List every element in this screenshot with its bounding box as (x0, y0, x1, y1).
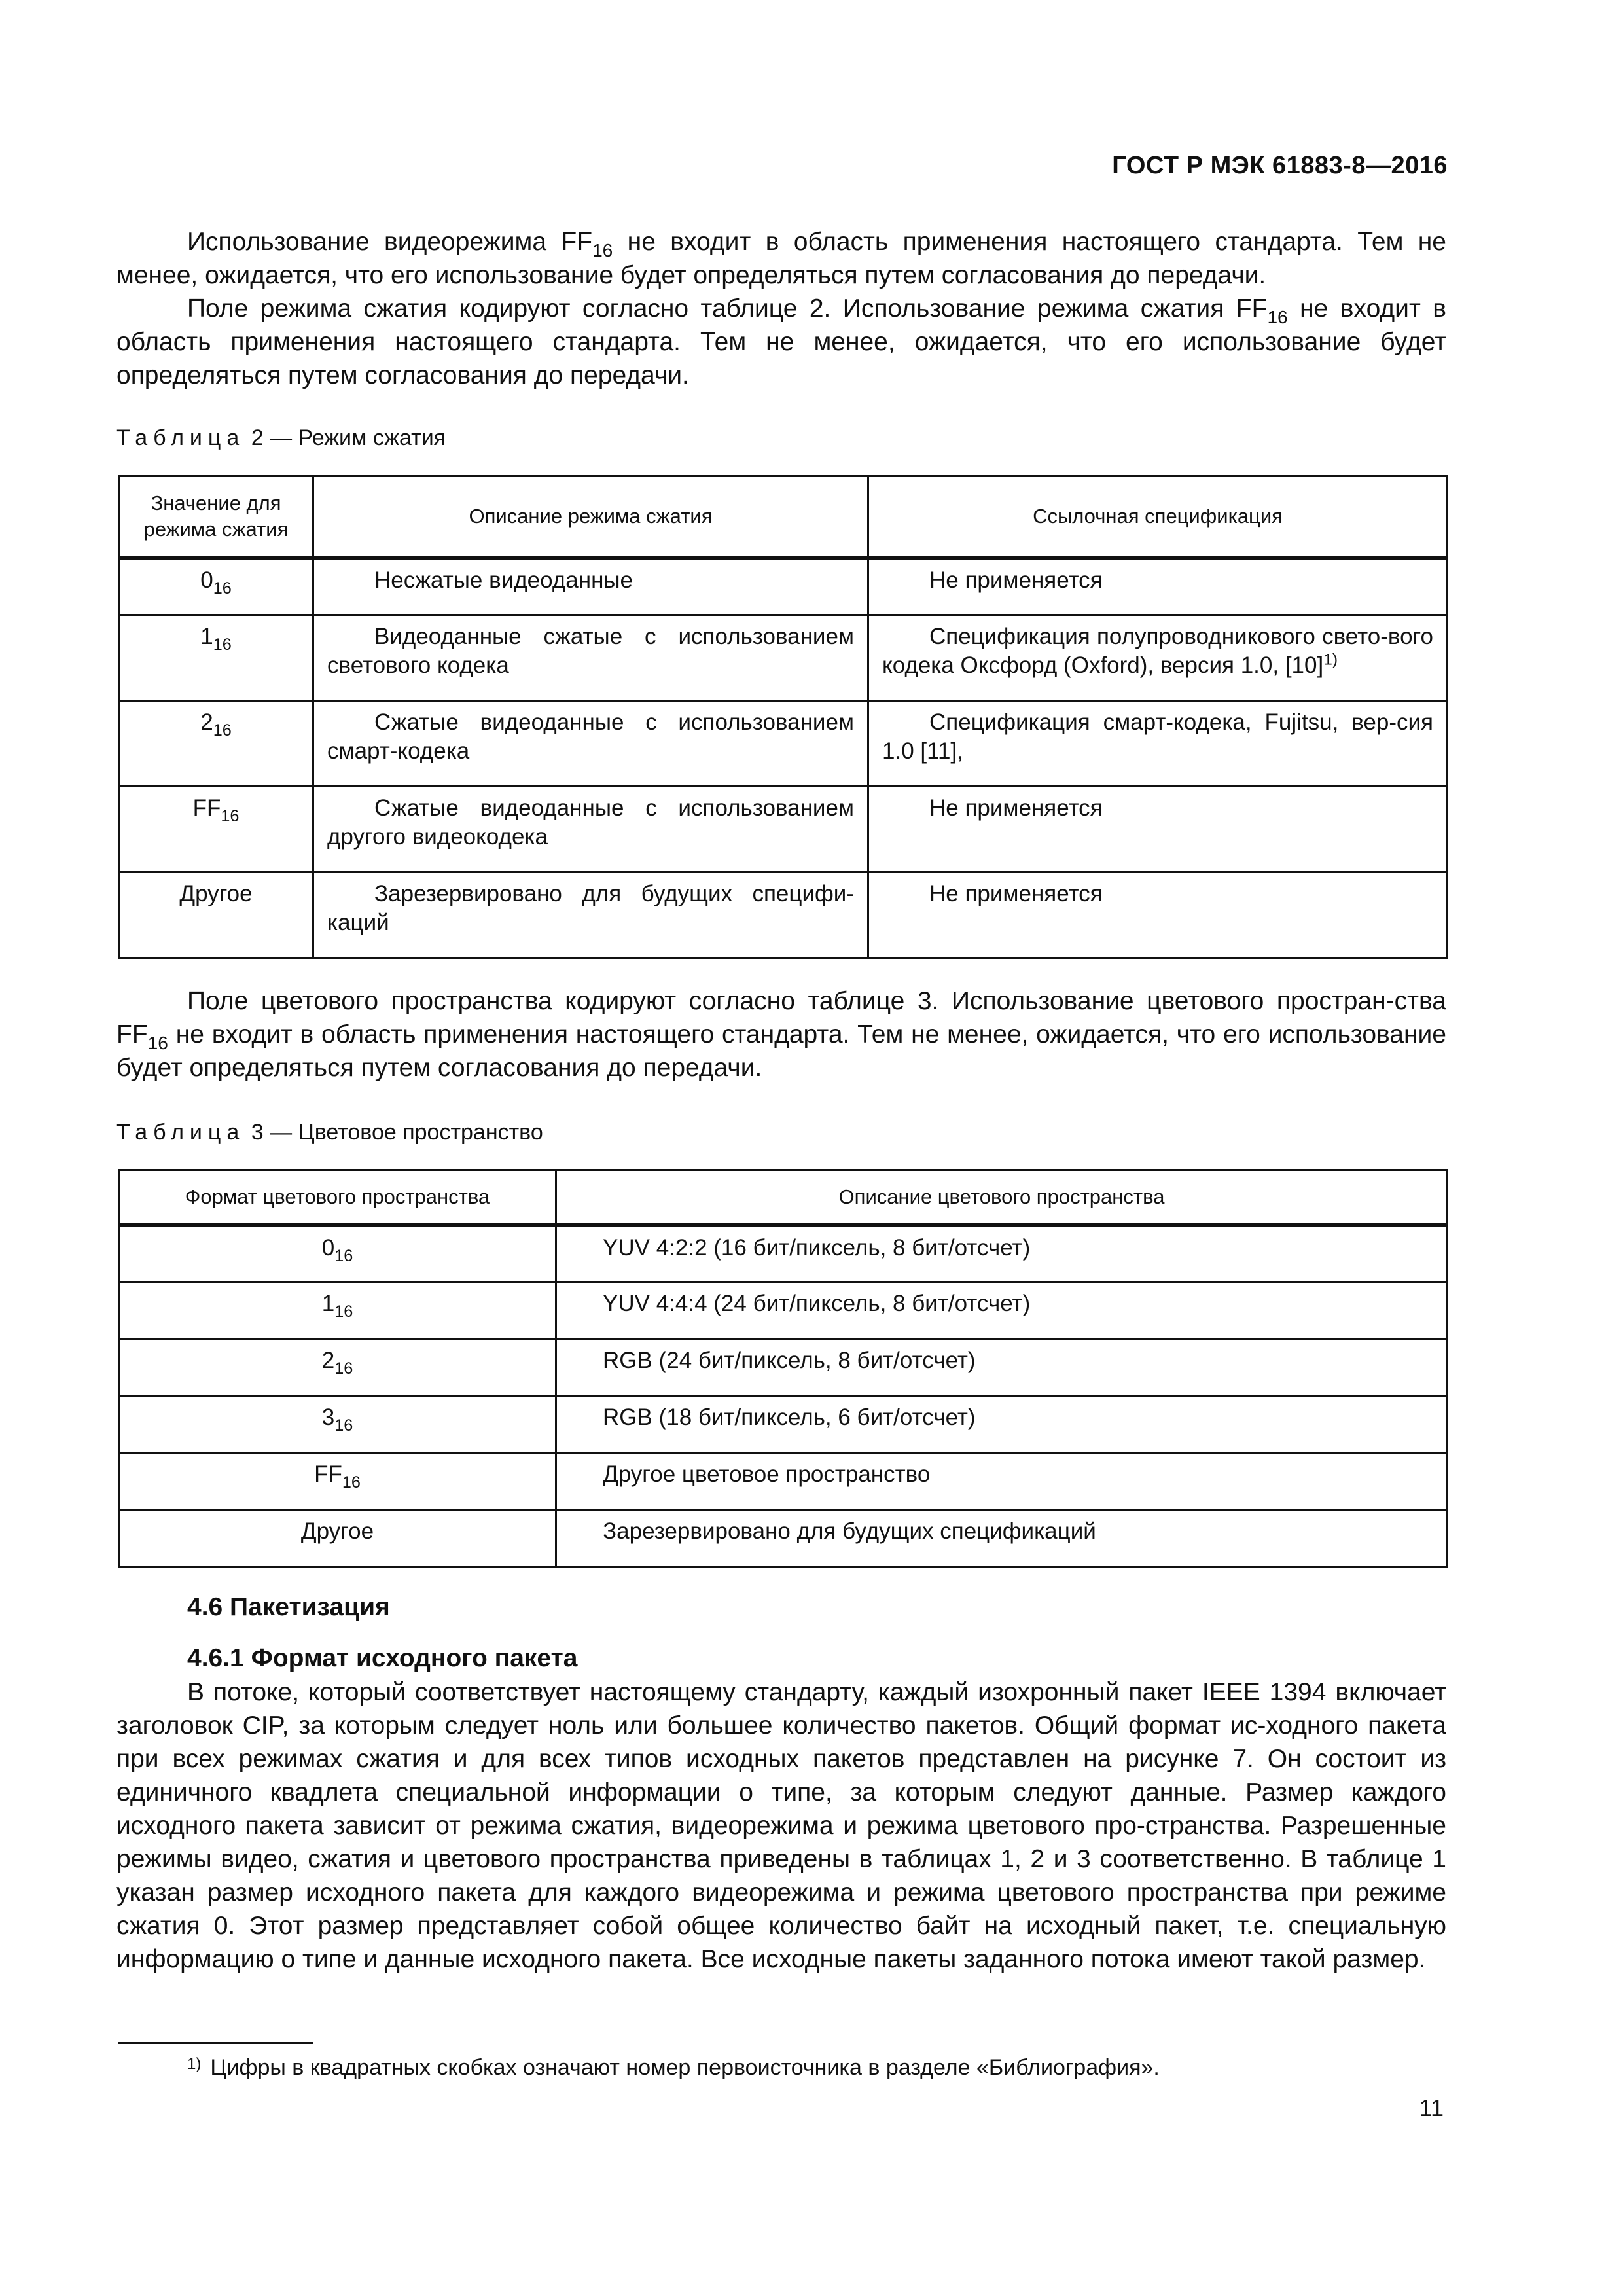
footnote-divider (118, 2042, 313, 2044)
table3-cell-format: $1_{16}$ (119, 1282, 556, 1339)
table2-cell-description: Видеоданные сжатые с использованием светового кодека (313, 615, 868, 701)
table3-cell-description: YUV 4:2:2 (16 бит/пиксель, 8 бит/отсчет) (556, 1225, 1448, 1282)
table2-cell-value: $0_{16}$ (119, 558, 313, 615)
footnote-mark: 1) (187, 2055, 202, 2073)
table3-cell-description: Зарезервировано для будущих спецификаций (556, 1510, 1448, 1567)
footnote (187, 2055, 1160, 2081)
table3-cell-description: RGB (18 бит/пиксель, 6 бит/отсчет) (556, 1396, 1448, 1453)
table3-caption-label: Таблица (116, 1120, 245, 1145)
table3-cell-format: $3_{16}$ (119, 1396, 556, 1453)
intro-p1-text-b: не входит в область применения настоящего стандарта. Тем не менее, ожидается, что его использование будет определяться путем согласования до передачи. (116, 228, 1446, 289)
table3-cell-description: YUV 4:4:4 (24 бит/пиксель, 8 бит/отсчет) (556, 1282, 1448, 1339)
table-row (119, 1339, 1448, 1396)
table2-cell-reference: Спецификация полупроводникового свето-вого кодека Оксфорд (Oxford), версия 1.0, $[10]^{1)}$ (868, 615, 1448, 701)
table2-cell-reference: Не применяется (868, 787, 1448, 872)
table2-caption-label: Таблица (116, 425, 245, 450)
table-row (119, 787, 1448, 872)
table-row (119, 1453, 1448, 1510)
section-heading-4-6: 4.6 Пакетизация (187, 1593, 390, 1621)
color-space-table (118, 1169, 1448, 1568)
intro-paragraph-2 (116, 292, 1446, 392)
table2-caption (116, 425, 446, 451)
table2-header-description: Описание режима сжатия (313, 476, 868, 558)
section-heading-4-6-1: 4.6.1 Формат исходного пакета (187, 1644, 578, 1672)
intro-p1-subscript: 16 (592, 240, 613, 260)
mid-text-b: не входит в область применения настоящего стандарта. Тем не менее, ожидается, что его использование будет определяться путем согласования до передачи. (116, 1020, 1446, 1082)
page-number: 11 (1419, 2094, 1444, 2121)
intro-paragraph-1 (116, 225, 1446, 292)
table3-cell-format: $0_{16}$ (119, 1225, 556, 1282)
table-row (119, 1282, 1448, 1339)
table2-cell-reference: Спецификация смарт-кодека, Fujitsu, вер-сия 1.0 [11], (868, 701, 1448, 787)
table3-cell-format: $FF_{16}$ (119, 1453, 556, 1510)
table2-cell-reference: Не применяется (868, 872, 1448, 958)
table2-cell-description: Сжатые видеоданные с использованием смарт-кодека (313, 701, 868, 787)
intro-p2-text-a: Поле режима сжатия кодируют согласно таблице 2. Использование режима сжатия FF (187, 295, 1268, 323)
table2-cell-description: Сжатые видеоданные с использованием другого видеокодека (313, 787, 868, 872)
colorspace-paragraph (116, 984, 1446, 1085)
table2-cell-description: Зарезервировано для будущих специфи-каций (313, 872, 868, 958)
intro-p1-text-a: Использование видеорежима FF (187, 228, 593, 256)
table3-cell-format: $2_{16}$ (119, 1339, 556, 1396)
table-row (119, 1396, 1448, 1453)
table3-cell-format: Другое (119, 1510, 556, 1567)
table3-cell-description: Другое цветовое пространство (556, 1453, 1448, 1510)
document-header: ГОСТ Р МЭК 61883-8—2016 (1112, 152, 1448, 179)
footnote-text: Цифры в квадратных скобках означают номер первоисточника в разделе «Библиография». (210, 2055, 1160, 2080)
mid-text-a: Поле цветового пространства кодируют согласно таблице 3. Использование цветового простран-ства FF (116, 987, 1446, 1049)
section-body-paragraph (116, 1676, 1446, 1976)
table3-header-description: Описание цветового пространства (556, 1170, 1448, 1225)
table-row (119, 1510, 1448, 1567)
mid-subscript: 16 (147, 1032, 168, 1053)
section-body-text: В потоке, который соответствует настоящему стандарту, каждый изохронный пакет IEEE 1394 включает заголовок CIP, за которым следует ноль или большее количество пакетов. Общий формат ис-ходного пакета при всех режимах сжатия и для всех типов исходных пакетов представлен на рисунке 7. Он состоит из единичного квадлета специальной информации о типе, за которым следуют данные. Размер каждого исходного пакета зависит от режима сжатия, видеорежима и режима цветового про-странства. Разрешенные режимы видео, сжатия и цветового пространства приведены в таблицах 1, 2 и 3 соответственно. В таблице 1 указан размер исходного пакета для каждого видеорежима и режима цветового пространства при режиме сжатия 0. Этот размер представляет собой общее количество байт на исходный пакет, т.е. специальную информацию о типе и данные исходного пакета. Все исходные пакеты заданного потока имеют такой размер. (116, 1678, 1446, 1973)
table3-cell-description: RGB (24 бит/пиксель, 8 бит/отсчет) (556, 1339, 1448, 1396)
table2-cell-value: $2_{16}$ (119, 701, 313, 787)
table-row (119, 1225, 1448, 1282)
table3-caption (116, 1120, 543, 1145)
intro-p2-subscript: 16 (1267, 306, 1288, 327)
table3-header-format: Формат цветового пространства (119, 1170, 556, 1225)
table2-header-reference: Ссылочная спецификация (868, 476, 1448, 558)
table2-cell-value: $FF_{16}$ (119, 787, 313, 872)
table2-header-value: Значение для режима сжатия (119, 476, 313, 558)
table-row (119, 558, 1448, 615)
table-row (119, 615, 1448, 701)
table2-cell-value: Другое (119, 872, 313, 958)
table3-caption-text: 3 — Цветовое пространство (245, 1120, 543, 1145)
table-row (119, 872, 1448, 958)
intro-p2-text-b: не входит в область применения настоящего стандарта. Тем не менее, ожидается, что его использование будет определяться путем согласования до передачи. (116, 295, 1446, 389)
table2-cell-description: Несжатые видеоданные (313, 558, 868, 615)
compression-mode-table (118, 475, 1448, 959)
table2-caption-text: 2 — Режим сжатия (245, 425, 446, 450)
table2-cell-value: $1_{16}$ (119, 615, 313, 701)
table2-cell-reference: Не применяется (868, 558, 1448, 615)
table-row (119, 701, 1448, 787)
